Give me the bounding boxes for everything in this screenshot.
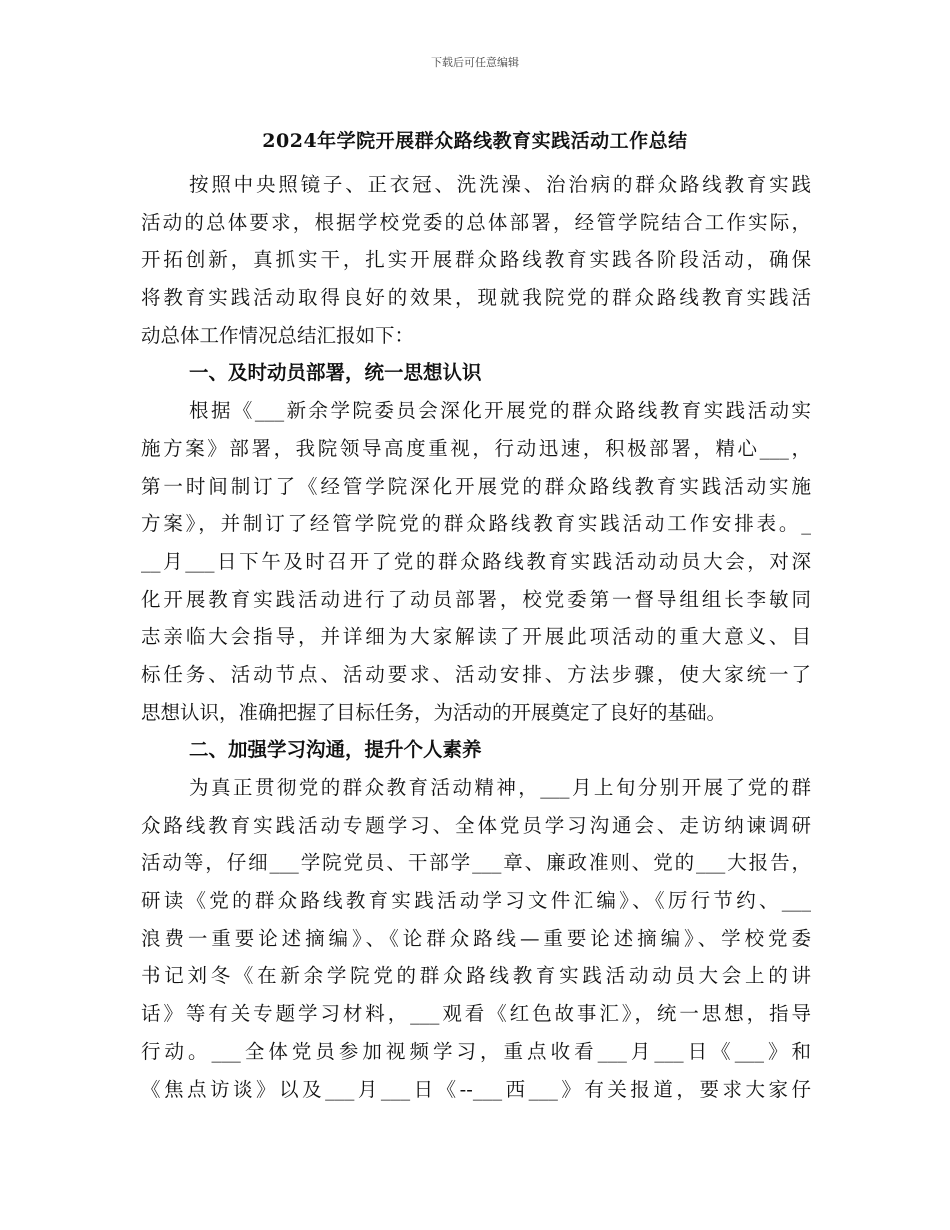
paragraph-line: 根据《___新余学院委员会深化开展党的群众路线教育实践活动实 [189, 399, 811, 423]
section-heading: 一、及时动员部署，统一思想认识 [189, 361, 482, 385]
paragraph-line: 标任务、活动节点、活动要求、活动安排、方法步骤，使大家统一了 [141, 662, 811, 686]
paragraph-line: 化开展教育实践活动进行了动员部署，校党委第一督导组组长李敏同 [141, 587, 811, 611]
paragraph-line: 思想认识，准确把握了目标任务，为活动的开展奠定了良好的基础。 [141, 700, 727, 724]
paragraph-line: 开拓创新，真抓实干，扎实开展群众路线教育实践各阶段活动，确保 [141, 248, 811, 272]
page-header: 下载后可任意编辑 [431, 56, 519, 69]
paragraph-line: 施方案》部署，我院领导高度重视，行动迅速，积极部署，精心___， [141, 436, 811, 460]
paragraph-line: 方案》，并制订了经管学院党的群众路线教育实践活动工作安排表。_ [141, 512, 811, 536]
paragraph-line: 行动。___全体党员参加视频学习，重点收看___月___日《___》和 [141, 1039, 811, 1063]
paragraph-line: 为真正贯彻党的群众教育活动精神，___月上旬分别开展了党的群 [189, 776, 811, 799]
paragraph-line: 活动的总体要求，根据学校党委的总体部署，经管学院结合工作实际， [141, 210, 811, 234]
paragraph-line: 按照中央照镜子、正衣冠、洗洗澡、治治病的群众路线教育实践 [189, 173, 811, 196]
paragraph-line: __月___日下午及时召开了党的群众路线教育实践活动动员大会，对深 [141, 549, 811, 573]
paragraph-line: 研读《党的群众路线教育实践活动学习文件汇编》、《厉行节约、___ [141, 889, 811, 913]
paragraph-line: 将教育实践活动取得良好的效果，现就我院党的群众路线教育实践活 [141, 286, 811, 310]
paragraph-line: 话》等有关专题学习材料，___观看《红色故事汇》，统一思想，指导 [141, 1002, 811, 1026]
paragraph-line: 活动等，仔细___学院党员、干部学___章、廉政准则、党的___大报告， [141, 851, 811, 875]
section-heading: 二、加强学习沟通，提升个人素养 [189, 738, 482, 762]
paragraph-line: 《焦点访谈》以及___月___日《--___西___》有关报道，要求大家仔 [141, 1077, 811, 1101]
paragraph-line: 动总体工作情况总结汇报如下： [141, 323, 415, 347]
paragraph-line: 志亲临大会指导，并详细为大家解读了开展此项活动的重大意义、目 [141, 625, 811, 649]
document-title: 2024年学院开展群众路线教育实践活动工作总结 [262, 130, 688, 152]
paragraph-line: 书记刘冬《在新余学院党的群众路线教育实践活动动员大会上的讲 [141, 964, 811, 988]
paragraph-line: 第一时间制订了《经管学院深化开展党的群众路线教育实践活动实施 [141, 474, 811, 498]
paragraph-line: 浪费一重要论述摘编》、《论群众路线—重要论述摘编》、学校党委 [141, 926, 811, 950]
document-body [141, 166, 811, 1108]
paragraph-line: 众路线教育实践活动专题学习、全体党员学习沟通会、走访纳谏调研 [141, 813, 811, 837]
